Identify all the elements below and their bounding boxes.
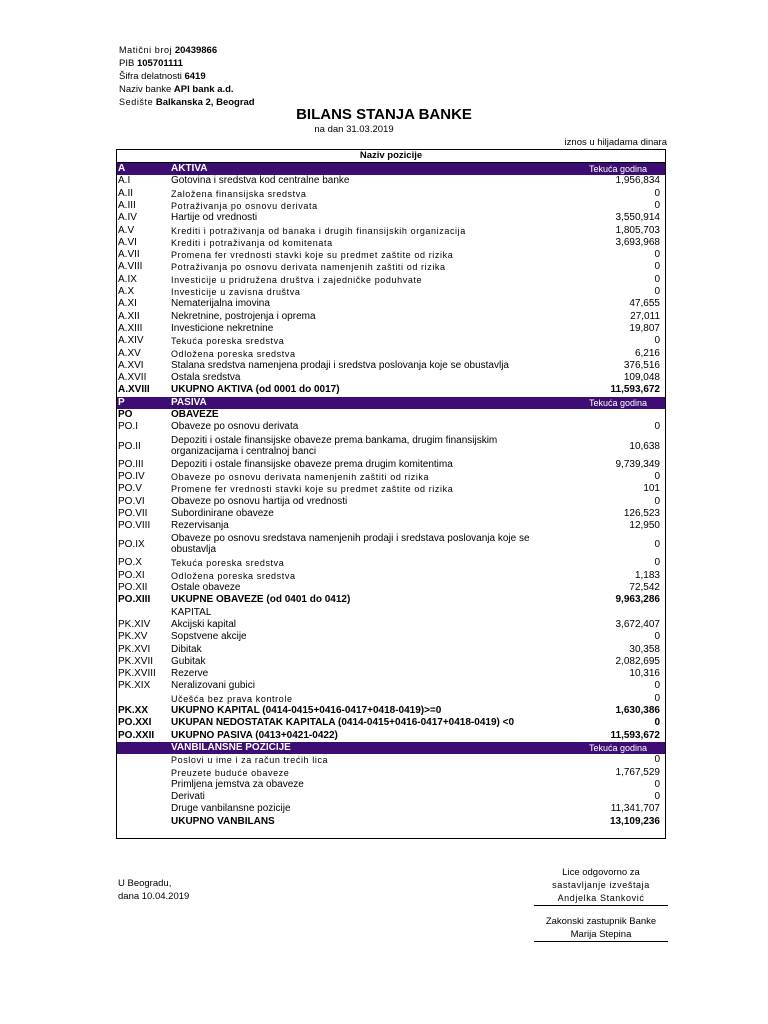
responsible-label: Lice odgovorno za <box>562 867 640 878</box>
row-code: PO.II <box>118 440 141 452</box>
row-value: 0 <box>654 539 660 551</box>
row-value: 3,550,914 <box>615 212 660 224</box>
row-name: Krediti i potraživanja od banaka i drugih finansijskih organizacija <box>171 225 466 236</box>
row-name: Primljena jemstva za obaveze <box>171 778 304 790</box>
row-code: A.XIV <box>118 335 144 347</box>
row-value: 47,655 <box>629 298 660 310</box>
row-name: Odložena poreska sredstva <box>171 348 296 359</box>
row-code: PK.XIX <box>118 680 151 692</box>
row-code: PO.VIII <box>118 520 151 532</box>
balance-sheet-table <box>116 149 666 839</box>
row-value: 109,048 <box>623 372 660 384</box>
row-name: Obaveze po osnovu hartija od vrednosti <box>171 495 348 507</box>
table-row <box>117 816 665 828</box>
row-value: 0 <box>654 187 660 199</box>
row-value: 10,638 <box>629 440 660 452</box>
signature-line-2 <box>534 941 668 942</box>
table-row <box>117 237 665 249</box>
signature-line-1 <box>534 905 668 906</box>
row-name: Poslovi u ime i za račun trećih lica <box>171 755 329 766</box>
document-title: BILANS STANJA BANKE <box>296 106 472 123</box>
table-row <box>117 372 665 384</box>
responsible-name: Andjelka Stanković <box>557 893 645 903</box>
row-value: 2,082,695 <box>615 655 660 667</box>
table-row <box>117 754 665 766</box>
row-value: 19,807 <box>629 322 660 334</box>
row-value: 1,956,834 <box>615 175 660 187</box>
row-code: PO.V <box>118 483 142 495</box>
row-name: UKUPAN NEDOSTATAK KAPITALA (0414-0415+0416-0417+0418-0419) <0 <box>171 717 515 729</box>
table-row <box>117 607 665 619</box>
row-code: A.V <box>118 224 135 236</box>
row-name: UKUPNO VANBILANS <box>171 815 275 827</box>
row-name: Neralizovani gubici <box>171 680 255 692</box>
row-code: PO.I <box>118 421 139 433</box>
row-value: Tekuća godina <box>588 164 647 174</box>
row-code: PO.III <box>118 458 144 470</box>
row-code: A.XII <box>118 310 140 322</box>
table-row <box>117 212 665 224</box>
table-row <box>117 791 665 803</box>
row-name: Obaveze po osnovu derivata namenjenih zaštiti od rizika <box>171 471 430 482</box>
row-value: 0 <box>654 778 660 790</box>
table-row <box>117 594 665 606</box>
section-header-row <box>117 397 665 409</box>
table-row <box>117 286 665 298</box>
row-code: PO.XII <box>118 582 148 593</box>
row-name: Nematerijalna imovina <box>171 298 270 310</box>
row-value: 11,593,672 <box>610 729 660 741</box>
row-name: UKUPNE OBAVEZE (od 0401 do 0412) <box>171 594 351 606</box>
row-code: A.XVII <box>118 372 147 384</box>
row-code: A <box>118 163 126 174</box>
table-row <box>117 644 665 656</box>
registration-number: Matični broj 20439866 <box>119 45 218 56</box>
table-row <box>117 421 665 433</box>
row-code: PK.XIV <box>118 618 151 630</box>
row-value: 0 <box>654 631 660 643</box>
row-value: 0 <box>654 261 660 273</box>
row-value: 6,216 <box>634 347 660 359</box>
row-code: A.IX <box>118 273 137 285</box>
row-value: 0 <box>654 495 660 507</box>
table-row <box>117 717 665 729</box>
table-row <box>117 582 665 594</box>
row-name: Krediti i potraživanja od komitenata <box>171 237 333 248</box>
row-code: A.XVIII <box>118 384 150 396</box>
table-row <box>117 520 665 532</box>
row-name: Stalana sredstva namenjena prodaji i sredstva poslovanja koje se obustavlja <box>171 359 509 371</box>
row-name: Subordinirane obaveze <box>171 507 274 519</box>
row-value: 0 <box>654 791 660 803</box>
row-code: A.X <box>118 286 135 297</box>
row-code: PK.XV <box>118 631 148 643</box>
table-row <box>117 680 665 692</box>
row-name: UKUPNO PASIVA (0413+0421-0422) <box>171 729 338 741</box>
row-value: 9,963,286 <box>615 594 660 606</box>
row-code: PO.VII <box>118 507 148 519</box>
row-value: 13,109,236 <box>609 815 660 827</box>
table-row <box>117 705 665 717</box>
row-value: 12,950 <box>629 520 660 532</box>
row-name: Investicije u pridružena društva i zajedničke poduhvate <box>171 274 423 285</box>
row-value: 126,523 <box>623 507 660 519</box>
row-name <box>171 533 530 555</box>
table-row <box>117 483 665 495</box>
row-name: Tekuća poreska sredstva <box>171 336 285 347</box>
bank-seat: Sedište Balkanska 2, Beograd <box>119 97 255 108</box>
bank-name: Naziv banke API bank a.d. <box>119 84 234 95</box>
row-name: Ostale obaveze <box>171 582 241 593</box>
row-code: P <box>118 396 125 408</box>
table-row <box>117 779 665 791</box>
row-name: Derivati <box>171 791 205 803</box>
row-name: VANBILANSNE POZICIJE <box>171 741 291 753</box>
row-name: Potraživanja po osnovu derivata namenjenih zaštiti od rizika <box>171 262 446 273</box>
row-code: A.XVI <box>118 359 144 371</box>
table-row <box>117 311 665 323</box>
row-value: 1,630,386 <box>615 705 660 716</box>
row-code: A.XIII <box>118 322 143 334</box>
row-value: 3,693,968 <box>615 236 660 248</box>
row-name: Obaveze po osnovu derivata <box>171 421 299 433</box>
row-value: 72,542 <box>629 582 660 593</box>
row-name: Odložena poreska sredstva <box>171 570 296 581</box>
row-value: Tekuća godina <box>588 742 647 753</box>
table-row <box>117 409 665 421</box>
representative-name: Marija Stepina <box>570 929 632 940</box>
column-header: Naziv pozicije <box>117 150 665 163</box>
table-row <box>117 323 665 335</box>
row-name: UKUPNO AKTIVA (od 0001 do 0017) <box>171 384 340 396</box>
row-value: 0 <box>654 199 660 211</box>
row-value: 376,516 <box>623 359 660 371</box>
table-row <box>117 188 665 200</box>
representative-title: Zakonski zastupnik Banke <box>545 916 657 927</box>
row-code: A.II <box>118 187 134 199</box>
table-row <box>117 693 665 705</box>
row-name: Depoziti i ostale finansijske obaveze prema drugim komitentima <box>171 458 453 470</box>
table-row <box>117 631 665 643</box>
table-row <box>117 570 665 582</box>
table-row <box>117 668 665 680</box>
row-name-line-2: organizacijama i centralnoj banci <box>171 445 317 457</box>
responsible-label-2: sastavljanje izveštaja <box>552 880 650 890</box>
row-value: 1,183 <box>634 569 660 581</box>
row-code: A.I <box>118 175 131 187</box>
row-name: Preuzete buduće obaveze <box>171 767 290 778</box>
row-code: PO.IV <box>118 470 145 482</box>
row-value: 0 <box>654 421 660 433</box>
row-code: A.XV <box>118 347 141 359</box>
table-row <box>117 730 665 742</box>
row-code: A.IV <box>118 212 137 224</box>
responsible-person <box>534 866 668 905</box>
row-name: Gubitak <box>171 655 206 667</box>
row-name: KAPITAL <box>171 606 212 618</box>
row-value: 9,739,349 <box>615 458 660 470</box>
table-row <box>117 557 665 569</box>
row-name: Rezervisanja <box>171 520 229 532</box>
row-value: 0 <box>654 470 660 482</box>
row-name: Potraživanja po osnovu derivata <box>171 200 318 211</box>
row-value: 0 <box>654 680 660 692</box>
table-row <box>117 434 665 459</box>
row-value: 0 <box>654 286 660 297</box>
table-row <box>117 803 665 815</box>
row-code: A.VI <box>118 236 137 248</box>
document-date: na dan 31.03.2019 <box>314 124 394 135</box>
row-code: PO.XIII <box>118 594 151 606</box>
row-code: PO.X <box>118 557 142 569</box>
table-row <box>117 384 665 396</box>
section-header-row <box>117 742 665 754</box>
row-name: Investicije u zavisna društva <box>171 287 301 297</box>
row-code: A.VIII <box>118 261 143 273</box>
row-name-line-1: Depoziti i ostale finansijske obaveze prema bankama, drugim finansijskim <box>171 434 498 446</box>
table-row <box>117 175 665 187</box>
row-code: PO.XXII <box>118 729 155 741</box>
row-name: Sopstvene akcije <box>171 631 247 643</box>
table-row <box>117 459 665 471</box>
row-name: Promene fer vrednosti stavki koje su predmet zaštite od rizika <box>171 484 454 495</box>
row-name: Promena fer vrednosti stavki koje su predmet zaštite od rizika <box>171 250 454 261</box>
table-row <box>117 200 665 212</box>
row-value: 0 <box>654 335 660 347</box>
table-row <box>117 261 665 273</box>
currency-units: iznos u hiljadama dinara <box>564 137 667 148</box>
row-code: PK.XVI <box>118 643 151 655</box>
row-code: A.III <box>118 199 136 211</box>
table-row <box>117 360 665 372</box>
bank-info <box>119 44 255 109</box>
table-row <box>117 471 665 483</box>
row-code: PK.XVII <box>118 655 154 667</box>
table-row <box>117 656 665 668</box>
row-code: PO.IX <box>118 539 145 551</box>
row-code: A.VII <box>118 249 140 261</box>
row-code: PO.XXI <box>118 717 152 729</box>
row-value: 27,011 <box>630 310 660 322</box>
row-value: 10,316 <box>629 668 660 680</box>
row-name: Tekuća poreska sredstva <box>171 558 285 569</box>
row-name: Druge vanbilansne pozicije <box>171 803 291 815</box>
row-name: Hartije od vrednosti <box>171 212 258 224</box>
row-value: 3,672,407 <box>615 618 660 630</box>
row-value: 0 <box>654 273 660 285</box>
row-name: PASIVA <box>171 396 207 408</box>
table-row <box>117 496 665 508</box>
row-value: 30,358 <box>629 643 660 655</box>
row-name: Dibitak <box>171 643 202 655</box>
row-value: 1,767,529 <box>615 766 660 778</box>
section-header-row <box>117 163 665 175</box>
row-code: PO.VI <box>118 495 145 507</box>
row-name: OBAVEZE <box>171 409 219 420</box>
row-name-line-1: Obaveze po osnovu sredstava namenjenih prodaji i sredstava poslovanja koje se <box>171 533 530 545</box>
row-code: PO.XI <box>118 569 145 581</box>
row-value: 101 <box>643 483 660 495</box>
row-value: Tekuća godina <box>588 397 647 408</box>
row-name: Založena finansijska sredstva <box>171 188 307 199</box>
row-code: A.XI <box>118 298 137 310</box>
row-name <box>171 435 497 457</box>
row-value: 0 <box>654 249 660 261</box>
row-value: 0 <box>654 717 660 729</box>
row-value: 11,341,707 <box>610 803 660 815</box>
place: U Beogradu, <box>118 878 172 889</box>
row-value: 0 <box>654 754 660 766</box>
row-name: Gotovina i sredstva kod centralne banke <box>171 175 350 187</box>
row-code: PO <box>118 409 133 420</box>
row-code: PK.XX <box>118 705 149 716</box>
place-date <box>118 877 189 903</box>
row-value: 0 <box>654 692 660 704</box>
table-row <box>117 619 665 631</box>
table-row <box>117 274 665 286</box>
table-row <box>117 335 665 347</box>
legal-representative <box>534 915 668 941</box>
row-value: 11,593,672 <box>610 384 660 396</box>
activity-code: Šifra delatnosti 6419 <box>119 71 206 82</box>
row-name-line-2: obustavlja <box>171 544 217 556</box>
table-row <box>117 298 665 310</box>
row-name: Nekretnine, postrojenja i oprema <box>171 310 316 322</box>
row-code: PK.XVIII <box>118 668 156 680</box>
row-name: Investicione nekretnine <box>171 322 274 334</box>
row-name: Rezerve <box>171 668 209 680</box>
tax-id: PIB 105701111 <box>119 58 183 69</box>
signing-date: dana 10.04.2019 <box>118 891 190 902</box>
row-name: AKTIVA <box>171 163 208 174</box>
row-value: 1,805,703 <box>615 224 660 236</box>
row-name: Akcijski kapital <box>171 618 237 630</box>
table-row <box>117 767 665 779</box>
row-value: 0 <box>654 557 660 569</box>
table-row <box>117 532 665 557</box>
table-row <box>117 508 665 520</box>
table-row <box>117 225 665 237</box>
row-name: Ostala sredstva <box>171 372 241 384</box>
table-row <box>117 249 665 261</box>
table-row <box>117 348 665 360</box>
row-name: UKUPNO KAPITAL (0414-0415+0416-0417+0418-0419)>=0 <box>171 705 442 716</box>
row-name: Učešća bez prava kontrole <box>171 693 293 704</box>
